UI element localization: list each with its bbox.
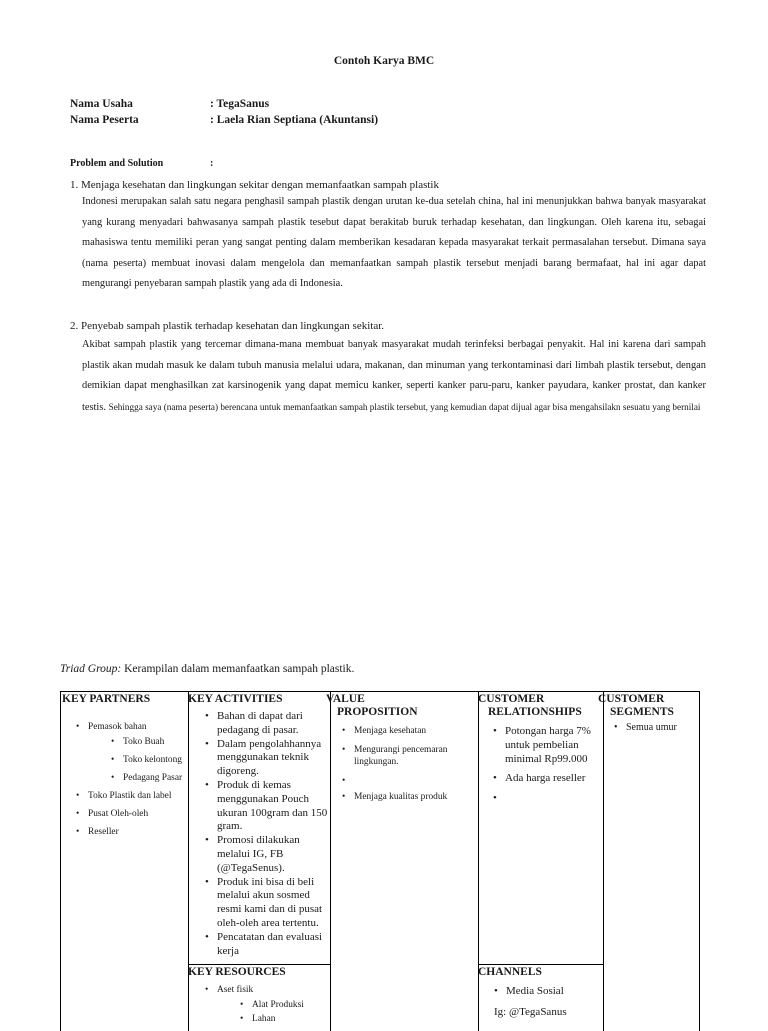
bmc-right-border: [699, 691, 700, 1031]
problem-solution-colon: :: [210, 158, 214, 169]
list-item: • Promosi dilakukan melalui IG, FB (@TegaSenus).: [217, 834, 329, 875]
list-item: • Produk ini bisa di beli melalui akun sosmed resmi kami dan di pusat oleh-oleh area tertentu.: [217, 876, 329, 931]
list-item: • Toko Plastik dan label: [88, 790, 186, 802]
list-item: • Toko Buah: [123, 736, 186, 748]
value-proposition-header-1: VALUE: [326, 693, 365, 705]
list-item: • Semua umur: [626, 722, 686, 735]
key-resources-list: [217, 984, 329, 1025]
customer-relationships-list: [505, 725, 597, 806]
list-item: • Reseller: [88, 826, 186, 838]
participant-name-value: : Laela Rian Septiana (Akuntansi): [210, 114, 379, 126]
channels-header: CHANNELS: [478, 966, 542, 978]
triad-label: Triad Group:: [60, 663, 122, 675]
list-item: • Pencatatan dan evaluasi kerja: [217, 931, 329, 959]
list-item: [354, 775, 464, 787]
list-item: • Mengurangi pencemaran lingkungan.: [354, 744, 464, 768]
list-item: • Produk di kemas menggunakan Pouch ukuran 100gram dan 150 gram.: [217, 779, 329, 834]
item2-body: [82, 335, 706, 418]
bmc-divider-1: [188, 691, 189, 1031]
key-partners-header: KEY PARTNERS: [62, 693, 151, 705]
document-title: Contoh Karya BMC: [333, 55, 435, 67]
bmc-top-border: [60, 691, 700, 692]
item1-heading: 1. Menjaga kesehatan dan lingkungan sekitar dengan memanfaatkan sampah plastik: [70, 179, 439, 191]
list-item: • Menjaga kualitas produk: [354, 791, 464, 803]
list-item: • Bahan di dapat dari pedagang di pasar.: [217, 710, 329, 738]
triad-group: [60, 663, 354, 675]
customer-relationships-header-1: CUSTOMER: [478, 693, 545, 705]
key-resources-header: KEY RESOURCES: [188, 966, 286, 978]
list-item: • Menjaga kesehatan: [354, 725, 464, 737]
list-item: • Pedagang Pasar: [123, 772, 186, 784]
item2-body-main: Akibat sampah plastik yang tercemar dimana-mana membuat banyak masyarakat mudah terinfeksi berbagai penyakit. Hal ini karena dari sampah plastik akan mudah masuk ke dalam tubuh manusia melalui udara, makanan, dan minuman yang terkontaminasi dari limbah plastik tersebut, dengan demikian dapat menghasilkan zat karsinogenik yang dapat memicu kanker, seperti kanker paru-paru, kanker payudara, kanker prostat, dan kanker testis.: [82, 339, 706, 413]
item2-heading: 2. Penyebab sampah plastik terhadap kesehatan dan lingkungan sekitar.: [70, 320, 385, 332]
item1-body: Indonesi merupakan salah satu negara penghasil sampah plastik dengan urutan ke-dua setelah china, hal ini menunjukkan bahwa banyak masyarakat yang kurang menyadari bahwasanya sampah plastik tesebut dapat berakitab buruk terhadap kesehatan, dan lingkungan. Oleh karena itu, sebagai mahasiswa tentu memiliki peran yang sangat penting dalam memberikan kesadaran kepada masyarakat terkait permasalahan tersebut. Dimana saya (nama peserta) membuat inovasi dalam mengelola dan memanfaatkan sampah plastik tersebut menjadi barang bermafaat, hal ini agar dapat mengurangi penyebaran sampah plastik yang ada di Indonesia.: [82, 196, 706, 290]
bmc-activities-resources-divider: [188, 964, 330, 965]
list-item: • Pemasok bahan: [88, 721, 186, 733]
list-item: • Pusat Oleh-oleh: [88, 808, 186, 820]
bmc-table: [60, 691, 700, 1031]
participant-name-label: Nama Peserta: [70, 114, 139, 126]
key-activities-list: [217, 710, 329, 958]
customer-segments-header-1: CUSTOMER: [598, 693, 665, 705]
problem-solution-label: Problem and Solution: [70, 158, 164, 169]
key-partners-list: [88, 721, 186, 844]
channels-list: [506, 985, 598, 1006]
customer-segments-header-2: SEGMENTS: [610, 706, 674, 718]
bmc-left-border: [60, 691, 61, 1031]
list-item: • Aset fisik: [217, 984, 329, 996]
customer-segments-list: [626, 722, 686, 735]
value-proposition-list: [354, 725, 464, 803]
customer-relationships-header-2: RELATIONSHIPS: [488, 706, 582, 718]
list-item: [505, 792, 597, 806]
list-item: • Lahan: [252, 1013, 329, 1025]
business-name-label: Nama Usaha: [70, 98, 133, 110]
list-item: • Media Sosial: [506, 985, 598, 999]
list-item: • Potongan harga 7% untuk pembelian minimal Rp99.000: [505, 725, 597, 766]
triad-text: Kerampilan dalam memanfaatkan sampah plastik.: [121, 663, 355, 675]
key-activities-header: KEY ACTIVITIES: [188, 693, 283, 705]
channels-instagram: Ig: @TegaSanus: [494, 1006, 567, 1018]
business-name-value: : TegaSanus: [210, 98, 270, 110]
list-item: • Dalam pengolahhannya menggunakan teknik digoreng.: [217, 738, 329, 779]
item2-body-small: Sehingga saya (nama peserta) berencana untuk memanfaatkan sampah plastik tersebut, yang kemudian dapat dijual agar bisa mengahsilakn sesuatu yang bernilai: [108, 401, 701, 412]
value-proposition-header-2: PROPOSITION: [337, 706, 418, 718]
bmc-divider-3: [478, 691, 479, 1031]
bmc-divider-2: [330, 691, 331, 1031]
list-item: • Alat Produksi: [252, 999, 329, 1011]
list-item: • Toko kelontong: [123, 754, 186, 766]
list-item: • Ada harga reseller: [505, 772, 597, 786]
bmc-divider-4: [603, 691, 604, 1031]
bmc-relationships-channels-divider: [478, 964, 603, 965]
